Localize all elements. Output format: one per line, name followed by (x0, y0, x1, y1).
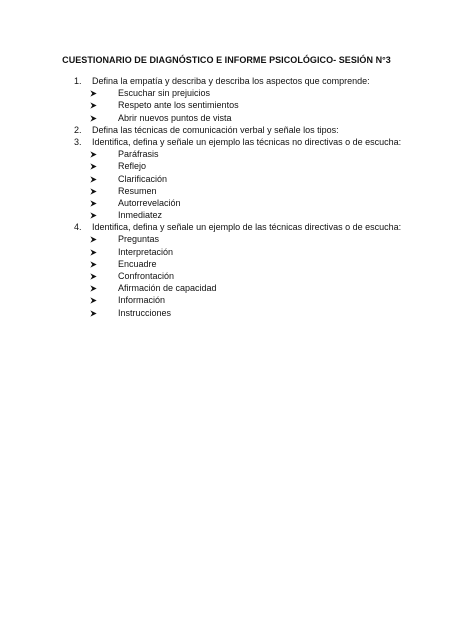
list-item-label: Inmediatez (118, 210, 163, 221)
list-item-label: Encuadre (118, 258, 157, 269)
list-item (74, 173, 404, 185)
arrowhead-bullet-icon (90, 261, 97, 268)
question-number: 1. (74, 76, 82, 86)
list-item-label: Confrontación (118, 271, 175, 281)
list-item (74, 209, 404, 221)
list-item-label: Abrir nuevos puntos de vista (118, 112, 232, 123)
arrowhead-bullet-icon (90, 102, 97, 109)
list-item (74, 233, 404, 245)
list-item-label: Resumen (118, 185, 157, 196)
list-item (74, 270, 404, 282)
question-number: 3. (74, 136, 82, 147)
question-text: Defina la empatía y describa y describa los aspectos que comprende: (92, 76, 370, 86)
list-item (74, 197, 404, 209)
list-item-label: Escuchar sin prejuicios (118, 88, 211, 99)
arrowhead-bullet-icon (90, 176, 97, 183)
list-item (74, 99, 404, 111)
arrowhead-bullet-icon (90, 273, 97, 280)
question-number: 4. (74, 222, 82, 233)
question-2 (74, 124, 404, 136)
list-item-label: Paráfrasis (118, 149, 159, 160)
arrowhead-bullet-icon (90, 212, 97, 219)
arrowhead-bullet-icon (90, 297, 97, 304)
list-item-label: Afirmación de capacidad (118, 283, 217, 294)
arrowhead-bullet-icon (90, 310, 97, 317)
list-item-label: Preguntas (118, 234, 160, 245)
list-item-label: Instrucciones (118, 307, 172, 318)
list-item (74, 112, 404, 124)
list-item-label: Interpretación (118, 246, 174, 257)
arrowhead-bullet-icon (90, 188, 97, 195)
arrowhead-bullet-icon (90, 163, 97, 170)
arrowhead-bullet-icon (90, 200, 97, 207)
list-item (74, 307, 404, 319)
arrowhead-bullet-icon (90, 151, 97, 158)
list-item-label: Autorrevelación (118, 197, 181, 208)
list-item (74, 246, 404, 258)
question-list (74, 75, 404, 319)
list-item (74, 87, 404, 99)
list-item (74, 294, 404, 306)
question-number: 2. (74, 124, 82, 135)
list-item (74, 185, 404, 197)
list-item-label: Reflejo (118, 161, 147, 172)
list-item-label: Clarificación (118, 173, 168, 184)
question-4 (74, 221, 404, 233)
question-1 (74, 75, 404, 87)
arrowhead-bullet-icon (90, 236, 97, 243)
list-item (74, 282, 404, 294)
question-text: Defina las técnicas de comunicación verbal y señale los tipos: (92, 124, 339, 135)
list-item (74, 160, 404, 172)
list-item-label: Información (118, 295, 166, 306)
arrowhead-bullet-icon (90, 285, 97, 292)
question-3 (74, 136, 404, 148)
arrowhead-bullet-icon (90, 115, 97, 122)
list-item (74, 148, 404, 160)
document-title: CUESTIONARIO DE DIAGNÓSTICO E INFORME PSICOLÓGICO- SESIÓN N°3 (62, 55, 391, 65)
question-text: Identifica, defina y señale un ejemplo las técnicas no directivas o de escucha: (92, 136, 402, 147)
arrowhead-bullet-icon (90, 249, 97, 256)
question-text: Identifica, defina y señale un ejemplo de las técnicas directivas o de escucha: (92, 222, 402, 233)
arrowhead-bullet-icon (90, 90, 97, 97)
list-item (74, 258, 404, 270)
list-item-label: Respeto ante los sentimientos (118, 100, 239, 111)
